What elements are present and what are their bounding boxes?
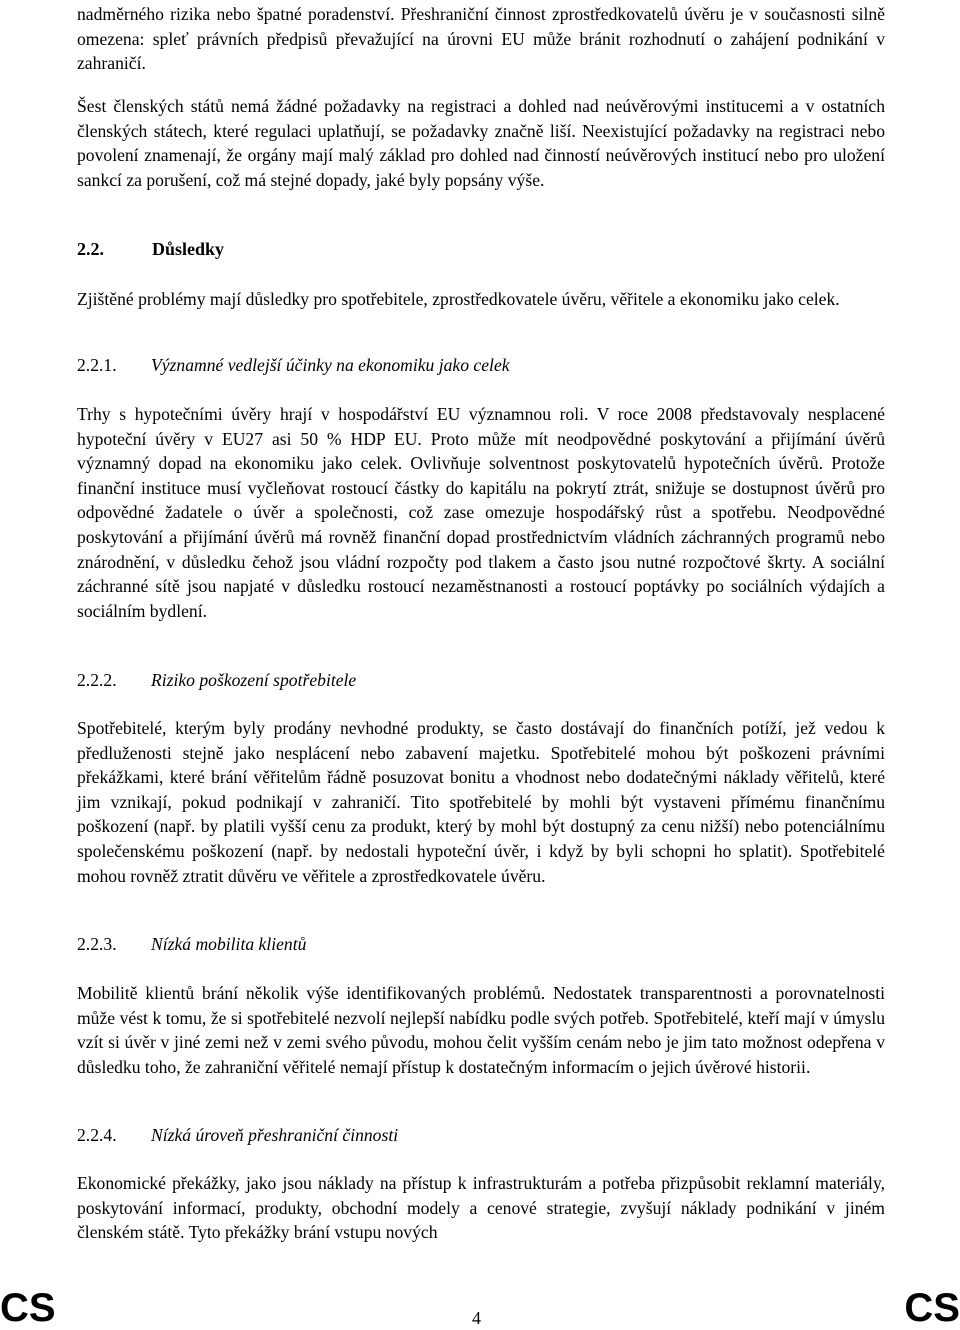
section-number: 2.2.3.	[77, 934, 117, 954]
section-number: 2.2.2.	[77, 670, 117, 690]
footer-page-number: 4	[472, 1308, 481, 1328]
section-title: Důsledky	[152, 239, 225, 259]
section-heading-2-2-1	[77, 355, 510, 376]
footer-language-code-left: CS	[0, 1286, 56, 1330]
section-2-2-4-paragraph: Ekonomické překážky, jako jsou náklady na přístup k infrastrukturám a potřeba přizpůsobit reklamní materiály, poskytování informací, produkty, obchodní modely a cenové strategie, zvyšují náklady podnikání v jiném členském státě. Tyto překážky brání vstupu nových	[77, 1173, 885, 1243]
footer-language-code-right: CS	[904, 1286, 960, 1330]
section-2-2-1-paragraph: Trhy s hypotečními úvěry hrají v hospodářství EU významnou roli. V roce 2008 představovaly nesplacené hypoteční úvěry v EU27 asi 50 % HDP EU. Proto může mít neodpovědné poskytování a přijímání úvěrů významný dopad na ekonomiku jako celek. Ovlivňuje solventnost poskytovatelů hypotečních úvěrů. Protože finanční instituce musí vyčleňovat rostoucí částky do kapitálu na pokrytí ztrát, snižuje se dostupnost úvěrů pro odpovědné žadatele o úvěr a společnosti, což zase omezuje hospodářský růst a spotřebu. Neodpovědné poskytování a přijímání úvěrů má rovněž finanční dopad prostřednictvím vládních záchranných programů nebo znárodnění, v důsledku čehož jsou vládní rozpočty pod tlakem a často jsou nutné rozpočtové škrty. A sociální záchranné sítě jsou napjaté v důsledku rostoucí nezaměstnanosti a rostoucí poptávky po sociálních výdajích a sociálním bydlení.	[77, 404, 885, 621]
registration-paragraph: Šest členských států nemá žádné požadavky na registraci a dohled nad neúvěrovými institucemi a v ostatních členských státech, které regulaci uplatňují, se požadavky značně liší. Neexistující požadavky na registraci nebo povolení znamenají, že orgány mají malý základ pro dohled nad činností neúvěrových institucí nebo pro uložení sankcí za porušení, což má stejné dopady, jaké byly popsány výše.	[77, 96, 885, 190]
section-number: 2.2.1.	[77, 355, 117, 375]
section-title: Riziko poškození spotřebitele	[151, 670, 357, 690]
intro-paragraph: nadměrného rizika nebo špatné poradenství. Přeshraniční činnost zprostředkovatelů úvěru je v současnosti silně omezena: spleť právních předpisů převažující na úrovni EU může bránit rozhodnutí o zahájení podnikání v zahraničí.	[77, 4, 885, 74]
section-heading-2-2-4	[77, 1125, 398, 1146]
section-number: 2.2.	[77, 239, 104, 259]
section-title: Nízká mobilita klientů	[151, 934, 307, 954]
section-heading-2-2-2	[77, 670, 356, 691]
section-2-2-paragraph: Zjištěné problémy mají důsledky pro spotřebitele, zprostředkovatele úvěru, věřitele a ekonomiku jako celek.	[77, 289, 840, 309]
section-title: Významné vedlejší účinky na ekonomiku jako celek	[151, 355, 510, 375]
section-title: Nízká úroveň přeshraniční činnosti	[151, 1125, 399, 1145]
section-number: 2.2.4.	[77, 1125, 117, 1145]
section-heading-2-2	[77, 239, 224, 260]
section-heading-2-2-3	[77, 934, 306, 955]
section-2-2-2-paragraph: Spotřebitelé, kterým byly prodány nevhodné produkty, se často dostávají do finančních potíží, jež vedou k předluženosti stejně jako nesplácení nebo zabavení majetku. Spotřebitelé mohou být poškozeni právními překážkami, které brání věřitelům řádně posuzovat bonitu a vhodnost nebo dodatečnými náklady věřitelů, které jim vznikají, pokud podnikají v zahraničí. Tito spotřebitelé by mohli být vystaveni přímému finančnímu poškození (např. by platili vyšší cenu za produkt, který by mohl být dostupný za cenu nižší) nebo potenciálnímu společenskému poškození (např. by nedostali hypoteční úvěr, i když by byli schopni ho splatit). Spotřebitelé mohou rovněž ztratit důvěru ve věřitele a zprostředkovatele úvěru.	[77, 718, 885, 886]
section-2-2-3-paragraph: Mobilitě klientů brání několik výše identifikovaných problémů. Nedostatek transparentnosti a porovnatelnosti může vést k tomu, že si spotřebitelé nezvolí nejlepší nabídku podle svých potřeb. Spotřebitelé, kteří mají v úmyslu vzít si úvěr v jiné zemi než v zemi svého původu, mohou čelit vyšším cenám nebo je jim tato možnost odepřena v důsledku toho, že zahraniční věřitelé nemají přístup k dostatečným informacím o jejich úvěrové historii.	[77, 983, 885, 1077]
